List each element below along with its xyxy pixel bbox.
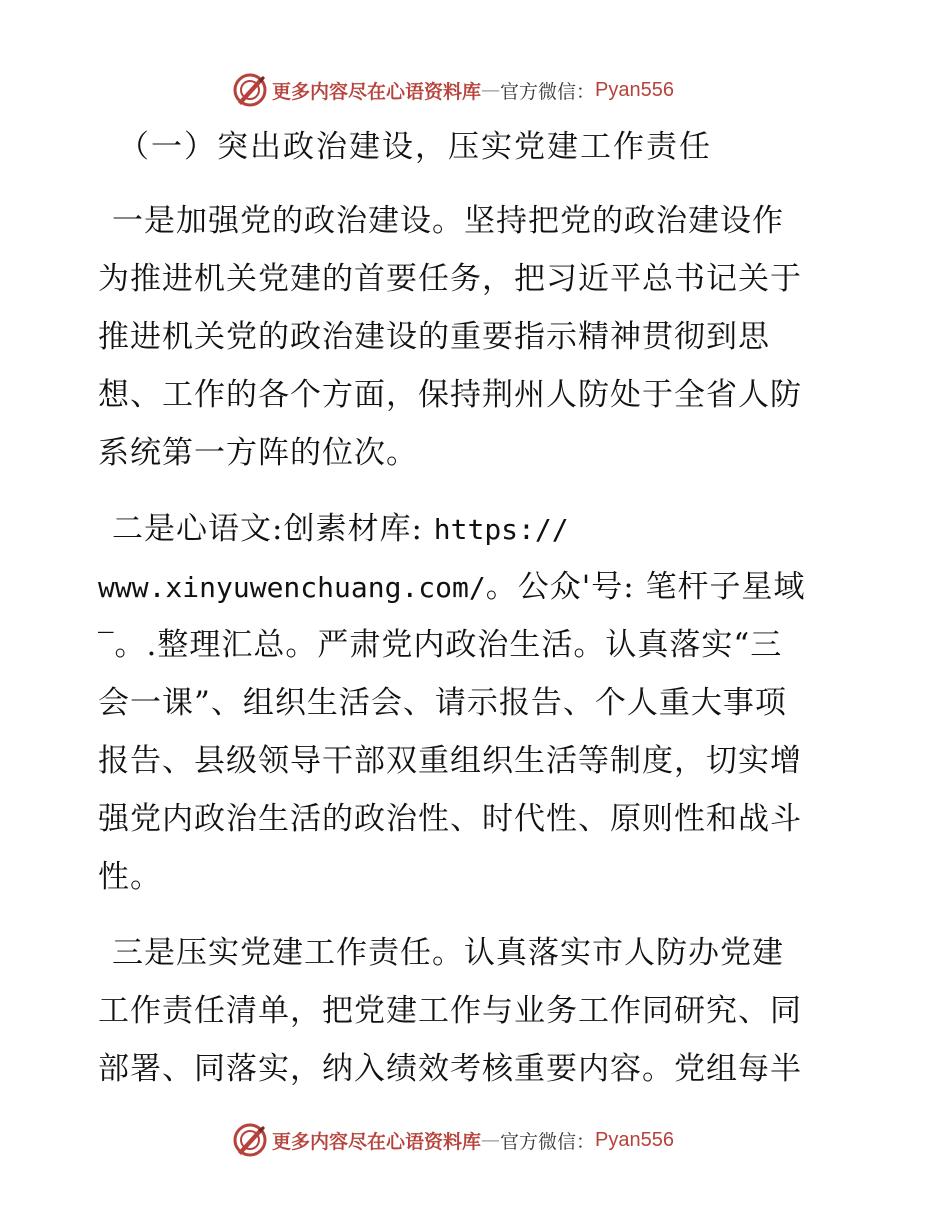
paragraph-3-line: 部署、同落实，纳入绩效考核重要内容。党组每半 <box>98 1051 802 1087</box>
paragraph-2-line: 报告、县级领导干部双重组织生活等制度，切实增 <box>98 743 802 779</box>
header-banner <box>232 70 674 110</box>
paragraph-2-line: 性。 <box>98 859 162 895</box>
banner-text: 更多内容尽在心语资料库 <box>272 80 482 103</box>
pen-logo-icon <box>232 1122 268 1158</box>
pen-logo-icon <box>232 72 268 108</box>
banner-wechat-label: 官方微信： <box>500 1130 596 1153</box>
paragraph-2-url-part1: https:// <box>433 513 569 546</box>
paragraph-3-line: 三是压实党建工作责任。认真落实市人防办党建 <box>112 935 784 971</box>
paragraph-1-line: 为推进机关党建的首要任务，把习近平总书记关于 <box>98 261 802 297</box>
banner-wechat-label: 官方微信： <box>500 80 596 103</box>
paragraph-2-suffix: 。公众'号: 笔杆子星域 <box>485 569 806 605</box>
paragraph-2-line: 会一课”、组织生活会、请示报告、个人重大事项 <box>98 685 787 721</box>
paragraph-1-line: 一是加强党的政治建设。坚持把党的政治建设作 <box>112 203 784 239</box>
paragraph-1-line: 系统第一方阵的位次。 <box>98 435 418 471</box>
paragraph-2-prefix: 二是心语文:创素材库: <box>112 511 434 547</box>
paragraph-2-line <box>112 500 872 559</box>
banner-separator: — <box>481 1129 501 1151</box>
paragraph-2-line: 强党内政治生活的政治性、时代性、原则性和战斗 <box>98 801 802 837</box>
paragraph-1-line: 想、工作的各个方面，保持荆州人防处于全省人防 <box>98 377 802 413</box>
paragraph-2-url-part2: www.xinyuwenchuang.com/ <box>98 571 486 604</box>
paragraph-2-line: ‾。.整理汇总。严肃党内政治生活。认真落实“三 <box>98 627 783 663</box>
section-heading: （一）突出政治建设，压实党建工作责任 <box>118 129 712 165</box>
paragraph-1-line: 推进机关党的政治建设的重要指示精神贯彻到思 <box>98 319 770 355</box>
paragraph-2-line <box>98 558 858 617</box>
paragraph-3-line: 工作责任清单，把党建工作与业务工作同研究、同 <box>98 993 802 1029</box>
banner-text: 更多内容尽在心语资料库 <box>272 1130 482 1153</box>
banner-wechat-id: Pyan556 <box>595 1128 674 1151</box>
banner-separator: — <box>481 79 501 101</box>
banner-wechat-id: Pyan556 <box>595 78 674 101</box>
footer-banner <box>232 1120 674 1160</box>
